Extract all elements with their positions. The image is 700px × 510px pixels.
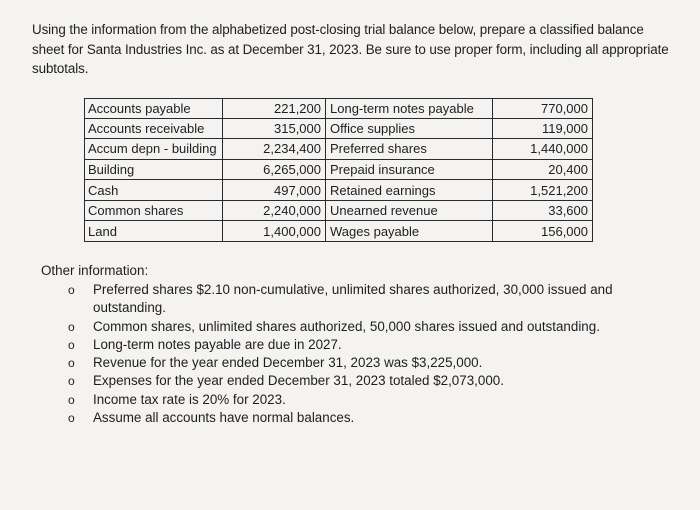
tb-account-left: Building <box>84 160 223 181</box>
bullet-icon: o <box>68 374 75 389</box>
list-item <box>41 409 681 427</box>
tb-account-right: Prepaid insurance <box>326 160 493 181</box>
tb-account-right: Office supplies <box>326 119 493 140</box>
list-item-text: Income tax rate is 20% for 2023. <box>93 391 286 407</box>
trial-balance-table <box>84 98 594 242</box>
list-item-text: Common shares, unlimited shares authorized, 50,000 shares issued and outstanding. <box>93 318 600 334</box>
tb-amount-left: 6,265,000 <box>223 160 326 181</box>
tb-account-right: Preferred shares <box>326 139 493 160</box>
tb-account-left: Accounts receivable <box>84 119 223 140</box>
tb-amount-left: 2,240,000 <box>223 201 326 222</box>
tb-account-right: Wages payable <box>326 221 493 242</box>
tb-account-right: Retained earnings <box>326 180 493 201</box>
tb-amount-right: 1,521,200 <box>493 180 593 201</box>
tb-amount-right: 1,440,000 <box>493 139 593 160</box>
list-item <box>41 354 681 372</box>
list-item-text: Long-term notes payable are due in 2027. <box>93 336 342 352</box>
tb-amount-right: 156,000 <box>493 221 593 242</box>
tb-account-right: Long-term notes payable <box>326 98 493 119</box>
tb-amount-right: 20,400 <box>493 160 593 181</box>
tb-amount-right: 33,600 <box>493 201 593 222</box>
list-item-text: Preferred shares $2.10 non-cumulative, unlimited shares authorized, 30,000 issued and outstanding. <box>93 282 613 316</box>
question-intro: Using the information from the alphabetized post-closing trial balance below, prepare a classified balance sheet for Santa Industries Inc. as at December 31, 2023. Be sure to use proper form, including all appropriate subtotals. <box>32 22 669 76</box>
tb-account-left: Cash <box>84 180 223 201</box>
list-item-text: Revenue for the year ended December 31, 2023 was $3,225,000. <box>93 355 483 371</box>
list-item-text: Expenses for the year ended December 31, 2023 totaled $2,073,000. <box>93 373 504 389</box>
bullet-icon: o <box>68 356 75 371</box>
list-item <box>41 281 681 318</box>
other-information-section <box>41 261 681 427</box>
bullet-icon: o <box>68 411 75 426</box>
tb-account-right: Unearned revenue <box>326 201 493 222</box>
bullet-icon: o <box>68 392 75 407</box>
tb-amount-right: 770,000 <box>493 98 593 119</box>
tb-account-left: Land <box>84 221 223 242</box>
bullet-icon: o <box>68 319 75 334</box>
list-item <box>41 372 681 390</box>
list-item <box>41 336 681 354</box>
bullet-icon: o <box>68 337 75 352</box>
other-information-title: Other information: <box>41 263 149 278</box>
list-item <box>41 391 681 409</box>
tb-account-left: Accounts payable <box>84 98 223 119</box>
tb-amount-left: 315,000 <box>223 119 326 140</box>
bullet-icon: o <box>68 283 75 297</box>
tb-account-left: Accum depn - building <box>84 139 223 160</box>
tb-amount-left: 1,400,000 <box>223 221 326 242</box>
tb-amount-left: 497,000 <box>223 180 326 201</box>
list-item <box>41 318 681 336</box>
tb-account-left: Common shares <box>84 201 223 222</box>
tb-amount-left: 2,234,400 <box>223 139 326 160</box>
other-information-list <box>41 281 681 427</box>
list-item-text: Assume all accounts have normal balances. <box>93 410 355 426</box>
tb-amount-right: 119,000 <box>493 119 593 140</box>
tb-amount-left: 221,200 <box>223 98 326 119</box>
